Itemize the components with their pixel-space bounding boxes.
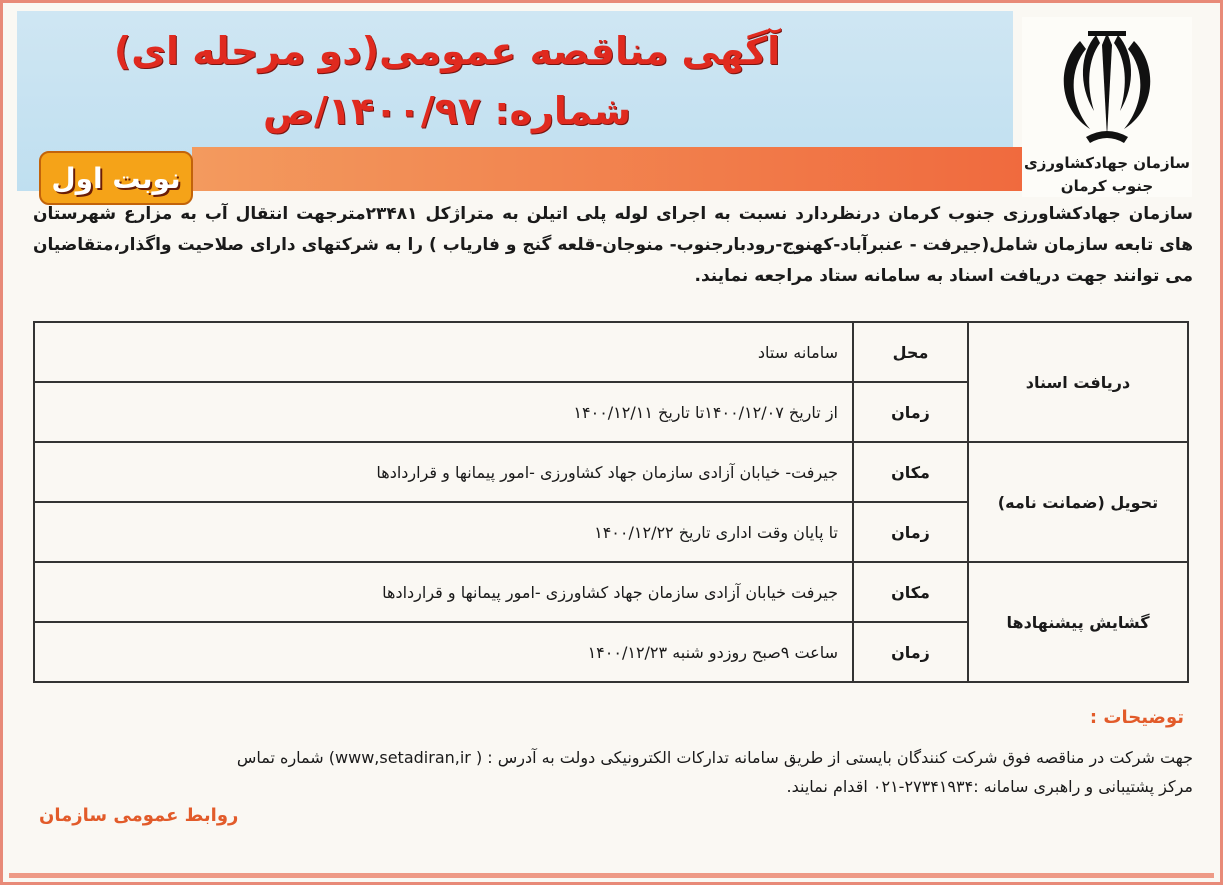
notes-title: توضیحات : [1089, 707, 1184, 728]
group-guarantee-delivery: تحویل (ضمانت نامه) [968, 442, 1188, 562]
field-label: محل [853, 322, 968, 382]
field-label: مکان [853, 442, 968, 502]
field-label: زمان [853, 502, 968, 562]
public-relations-signature: روابط عمومی سازمان [39, 805, 239, 826]
field-label: زمان [853, 382, 968, 442]
table-row [34, 562, 1188, 622]
field-label: زمان [853, 622, 968, 682]
notice-number: شماره: ۱۴۰۰/۹۷/ص [263, 89, 631, 133]
table-row [34, 322, 1188, 382]
group-receive-documents: دریافت اسناد [968, 322, 1188, 442]
organization-name: سازمان جهادکشاورزی [1024, 154, 1190, 172]
field-label: مکان [853, 562, 968, 622]
notice-title: آگهی مناقصه عمومی(دو مرحله ای) [113, 29, 781, 73]
schedule-table [33, 321, 1189, 683]
group-bid-opening: گشایش پیشنهادها [968, 562, 1188, 682]
round-badge [39, 151, 193, 205]
iran-emblem-icon [1050, 25, 1165, 150]
notes-line: مرکز پشتیبانی و راهبری سامانه :۲۷۳۴۱۹۳۴-۰۲۱ اقدام نمایند. [786, 777, 1193, 796]
round-badge-label: نوبت اول [51, 161, 181, 195]
intro-paragraph: سازمان جهادکشاورزی جنوب کرمان درنظردارد نسبت به اجرای لوله پلی اتیلن به متراژکل ۲۳۴۸۱مترجهت انتقال آب به مزارع شهرستان های تابعه سازمان شامل(جیرفت - عنبرآباد-کهنوج-رودبارجنوب- منوجان-قلعه گنج و فاریاب ) را به شرکتهای دارای صلاحیت واگذار،متقاضیان می توانند جهت دریافت اسناد به سامانه ستاد مراجعه نمایند. [33, 204, 1193, 286]
delivery-place-value: جیرفت- خیابان آزادی سازمان جهاد کشاورزی -امور پیمانها و قراردادها [34, 442, 853, 502]
table-row [34, 442, 1188, 502]
opening-time-value: ساعت ۹صبح روزدو شنبه ۱۴۰۰/۱۲/۲۳ [34, 622, 853, 682]
organization-region: جنوب کرمان [1060, 177, 1154, 195]
header-stripe [192, 147, 1027, 191]
opening-place-value: جیرفت خیابان آزادی سازمان جهاد کشاورزی -امور پیمانها و قراردادها [34, 562, 853, 622]
organization-block [1022, 17, 1192, 197]
receive-place-value: سامانه ستاد [34, 322, 853, 382]
delivery-time-value: تا پایان وقت اداری تاریخ ۱۴۰۰/۱۲/۲۲ [34, 502, 853, 562]
header-banner [17, 11, 1013, 195]
notes-line: جهت شرکت در مناقصه فوق شرکت کنندگان بایستی از طریق سامانه تدارکات الکترونیکی دولت به آدرس : ( www,setadiran,ir) شماره تماس [236, 748, 1193, 767]
notes-body [33, 743, 1193, 801]
receive-time-value: از تاریخ ۱۴۰۰/۱۲/۰۷تا تاریخ ۱۴۰۰/۱۲/۱۱ [34, 382, 853, 442]
